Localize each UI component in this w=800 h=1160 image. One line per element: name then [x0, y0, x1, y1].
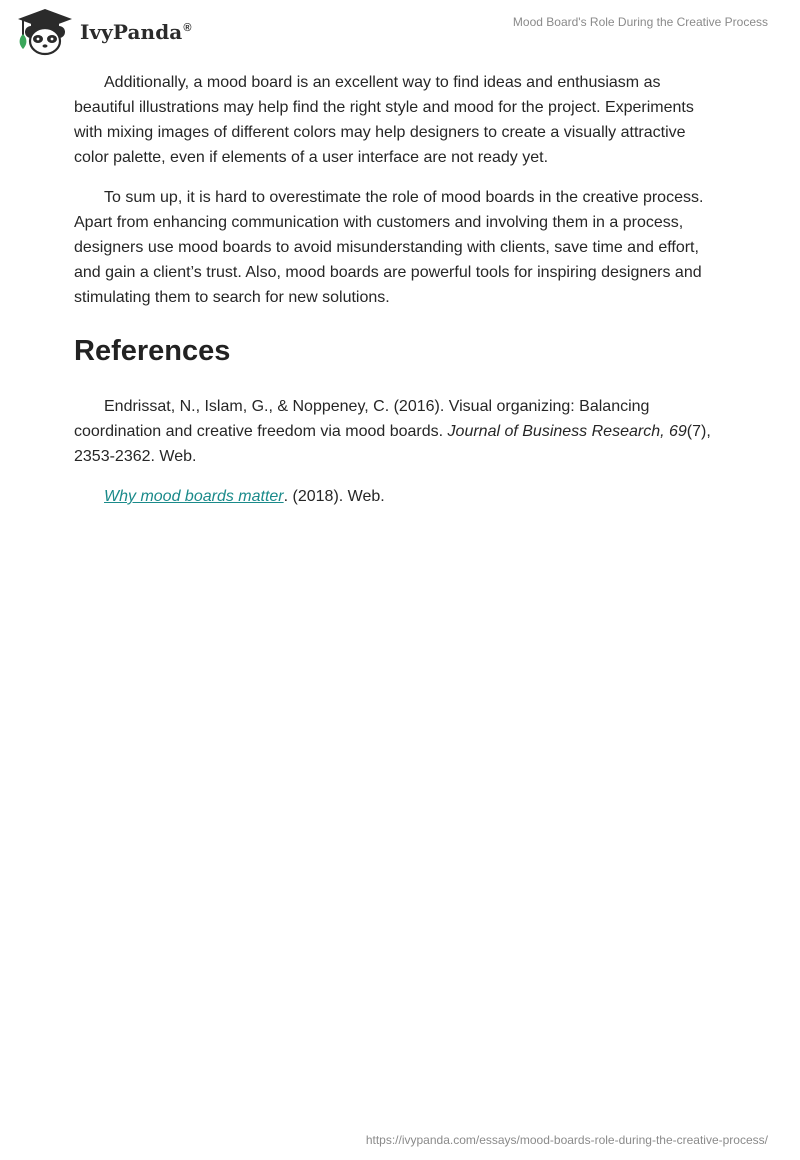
footer-url[interactable]: https://ivypanda.com/essays/mood-boards-role-during-the-creative-process/ — [365, 1133, 768, 1147]
reference-rest: . (2018). Web. — [283, 488, 385, 505]
page-header — [0, 0, 800, 64]
panda-graduate-icon — [14, 7, 76, 57]
ivypanda-logo[interactable] — [14, 7, 192, 57]
reference-entry — [74, 484, 724, 509]
document-title: Mood Board's Role During the Creative Process — [512, 15, 768, 29]
body-paragraph: Additionally, a mood board is an excellent way to find ideas and enthusiasm as beautiful illustrations may help find the right style and mood for the project. Experiments with mixing images of different colors may help designers to create a visually attractive color palette, even if elements of a user interface are not ready yet. — [74, 74, 694, 166]
reference-link[interactable]: Why mood boards matter — [104, 488, 284, 505]
reference-authors: Endrissat, N., Islam, G., & Noppeney, C. (2016). Visual organizing: Balancing coordination and creative freedom via mood boards. — [74, 398, 650, 440]
reference-journal: Journal of Business Research, 69 — [447, 423, 687, 440]
references-heading: References — [74, 335, 231, 367]
body-paragraph: To sum up, it is hard to overestimate the role of mood boards in the creative process. Apart from enhancing communication with customers and involving them in a process, designers use mood boards to avoid misunderstanding with clients, save time and effort, and gain a client’s trust. Also, mood boards are powerful tools for inspiring designers and stimulating them to search for new solutions. — [74, 189, 704, 306]
registered-mark: ® — [183, 22, 192, 35]
essay-content — [74, 70, 724, 524]
reference-issue-pages: (7), 2353-2362. Web. — [74, 423, 711, 465]
logo-wordmark: IvyPanda® — [80, 20, 192, 44]
reference-entry — [74, 394, 724, 469]
